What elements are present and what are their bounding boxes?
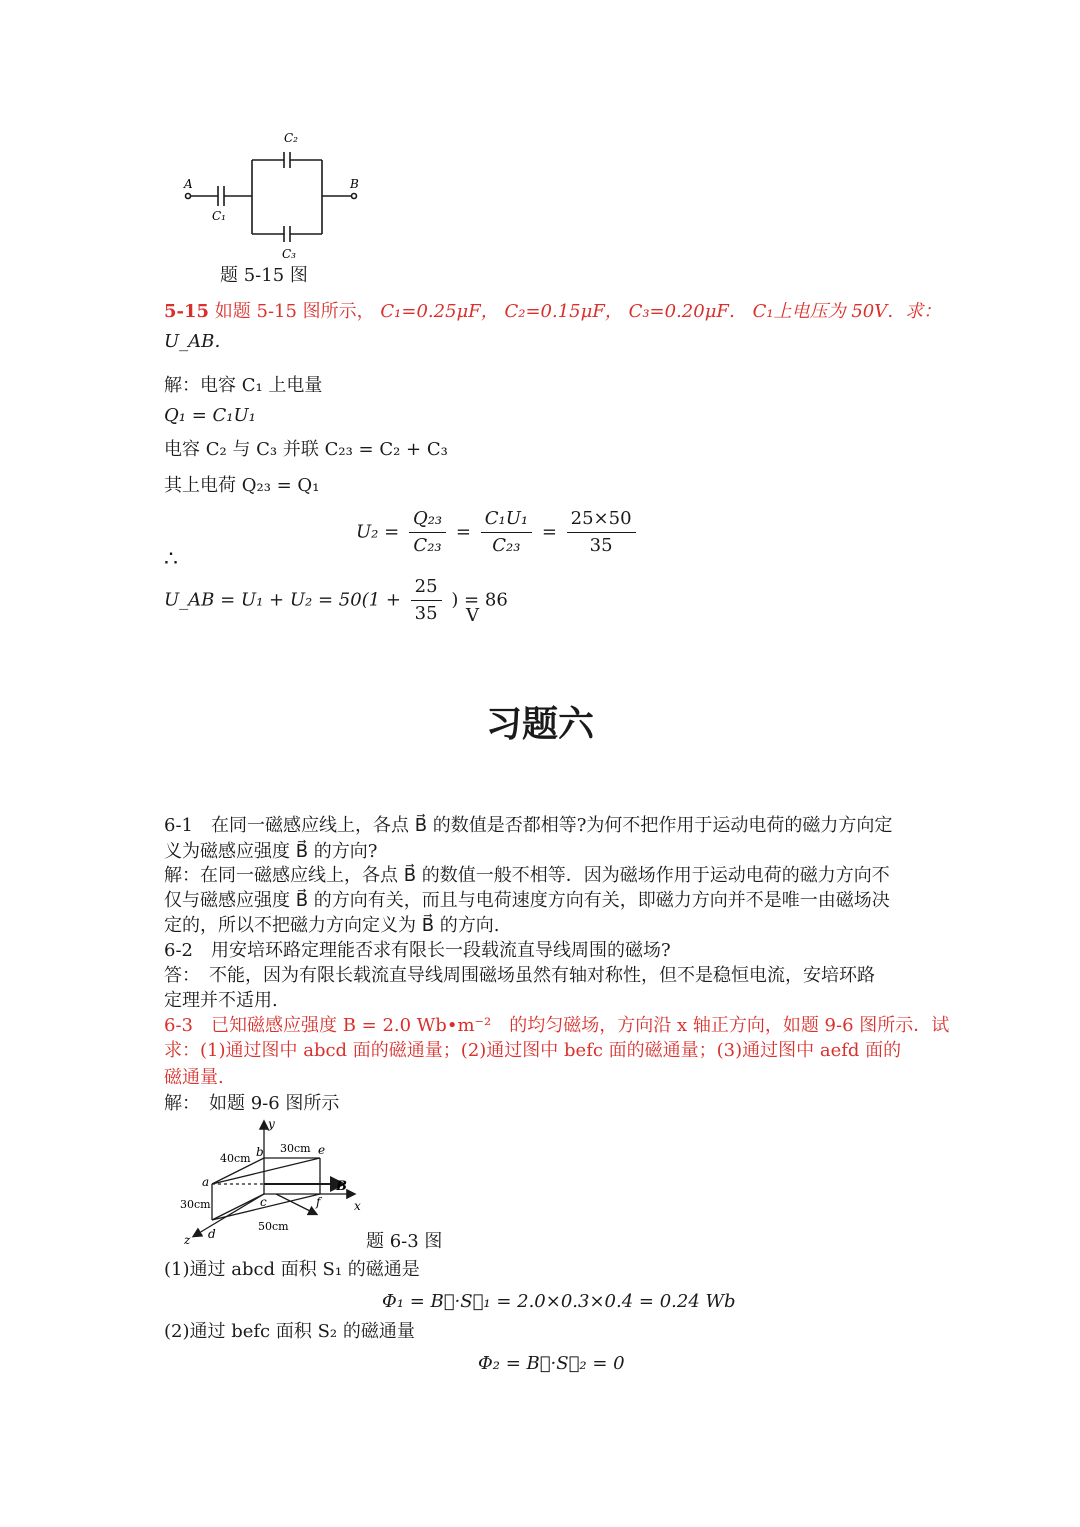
problem-text: 如题 5-15 图所示， xyxy=(214,301,375,322)
q62-answer-2: 定理并不适用. xyxy=(164,990,278,1011)
axis-x: x xyxy=(354,1199,361,1213)
point-d: d xyxy=(208,1227,216,1241)
problem-5-15 xyxy=(164,300,941,324)
fraction-3-num: 25×50 xyxy=(567,506,636,533)
q63-line-3: 磁通量. xyxy=(164,1067,224,1088)
uab-lhs: U_AB = U₁ + U₂ = 50(1 + xyxy=(164,589,401,611)
q63-line-2: 求：(1)通过图中 abcd 面的磁通量；(2)通过图中 befc 面的磁通量；(3)通过图中 aefd 面的 xyxy=(164,1040,902,1061)
q61-line-2: 义为磁感应强度 B⃗ 的方向? xyxy=(164,841,378,862)
u2-equation: U₂ = $\frac{\text{Q₂₃}}{\text{C₂₃}}$ = $\frac{\text{C₁U₁}}{\text{C₂₃}}$ = $\frac{25\times 50}{35}$ xyxy=(356,506,640,559)
problem-uab: U_AB． xyxy=(164,331,233,352)
field-label-b: B xyxy=(336,1179,347,1194)
fraction-2-num: C₁U₁ xyxy=(481,506,532,533)
figure-caption-5-15: 题 5-15 图 xyxy=(220,265,308,286)
u2-lhs: U₂ = xyxy=(356,521,400,543)
uab-fraction-num: 25 xyxy=(411,574,442,601)
flux-equation-1: Φ₁ = B⃗·S⃗₁ = 2.0×0.3×0.4 = 0.24 Wb xyxy=(382,1291,736,1312)
label-c1: C₁ xyxy=(212,209,226,223)
fraction-2-den: C₂₃ xyxy=(492,535,521,556)
q61-line-1: 6-1 在同一磁感应线上，各点 B⃗ 的数值是否都相等?为何不把作用于运动电荷的磁力方向定 xyxy=(164,815,893,836)
flux-equation-2: Φ₂ = B⃗·S⃗₂ = 0 xyxy=(478,1353,625,1374)
circuit-diagram-5-15 xyxy=(180,128,380,268)
length-40cm: 40cm xyxy=(220,1152,251,1165)
fraction-2 xyxy=(481,506,532,559)
solution-line-4: 其上电荷 Q₂₃ = Q₁ xyxy=(164,475,320,496)
q63-solution-intro: 解： 如题 9-6 图所示 xyxy=(164,1093,340,1114)
label-b: B xyxy=(350,177,359,191)
solution-part-2: (2)通过 befc 面积 S₂ 的磁通量 xyxy=(164,1321,415,1342)
axis-y: y xyxy=(268,1118,275,1131)
uab-rhs: ) = 86 xyxy=(451,589,508,611)
fraction-1-den: C₂₃ xyxy=(413,535,442,556)
length-30cm-top: 30cm xyxy=(280,1142,311,1155)
fraction-3-den: 35 xyxy=(589,535,613,556)
capacitance-c2: C₂=0.15μF， xyxy=(504,301,623,322)
length-30cm: 30cm xyxy=(180,1198,211,1211)
solution-line-2: Q₁ = C₁U₁ xyxy=(164,405,256,426)
uab-equation xyxy=(164,574,508,627)
q62-answer-1: 答： 不能，因为有限长载流直导线周围磁场虽然有轴对称性，但不是稳恒电流，安培环路 xyxy=(164,965,875,986)
fraction-1-num: Q₂₃ xyxy=(409,506,446,533)
fraction-3 xyxy=(567,506,636,559)
problem-number: 5-15 xyxy=(164,301,210,322)
point-c: c xyxy=(260,1195,267,1209)
figure-caption-6-3: 题 6-3 图 xyxy=(366,1231,443,1252)
q61-answer-3: 定的，所以不把磁力方向定义为 B⃗ 的方向. xyxy=(164,915,500,936)
therefore-symbol: ∴ xyxy=(164,547,178,572)
solution-part-1: (1)通过 abcd 面积 S₁ 的磁通是 xyxy=(164,1259,420,1280)
label-a: A xyxy=(184,177,193,191)
point-f: f xyxy=(316,1195,321,1209)
wedge-diagram-6-3 xyxy=(176,1118,366,1248)
q61-answer-2: 仅与磁感应强度 B⃗ 的方向有关，而且与电荷速度方向有关，即磁力方向并不是唯一由磁场决 xyxy=(164,890,890,911)
q62-line-1: 6-2 用安培环路定理能否求有限长一段载流直导线周围的磁场? xyxy=(164,940,671,961)
solution-line-3: 电容 C₂ 与 C₃ 并联 C₂₃ = C₂ + C₃ xyxy=(164,439,448,460)
label-c3: C₃ xyxy=(282,247,296,261)
fraction-1 xyxy=(409,506,446,559)
point-a: a xyxy=(202,1175,210,1189)
solution-line-1: 解：电容 C₁ 上电量 xyxy=(164,375,323,396)
uab-unit: V xyxy=(466,605,479,626)
label-c2: C₂ xyxy=(284,131,298,145)
capacitance-c1: C₁=0.25μF， xyxy=(380,301,499,322)
uab-fraction-den: 35 xyxy=(414,603,438,624)
c1-voltage: C₁上电压为 50V．求： xyxy=(752,301,942,322)
uab-fraction xyxy=(411,574,442,627)
capacitance-c3: C₃=0.20μF． xyxy=(628,301,747,322)
axis-z: z xyxy=(184,1233,191,1247)
point-e: e xyxy=(318,1143,326,1157)
point-b: b xyxy=(256,1145,264,1159)
length-50cm: 50cm xyxy=(258,1220,289,1233)
chapter-heading: 习题六 xyxy=(485,704,594,745)
q63-line-1: 6-3 已知磁感应强度 B = 2.0 Wb•m⁻² 的均匀磁场，方向沿 x 轴正方向，如题 9-6 图所示．试 xyxy=(164,1015,950,1036)
q61-answer-1: 解：在同一磁感应线上，各点 B⃗ 的数值一般不相等．因为磁场作用于运动电荷的磁力方向不 xyxy=(164,865,890,886)
